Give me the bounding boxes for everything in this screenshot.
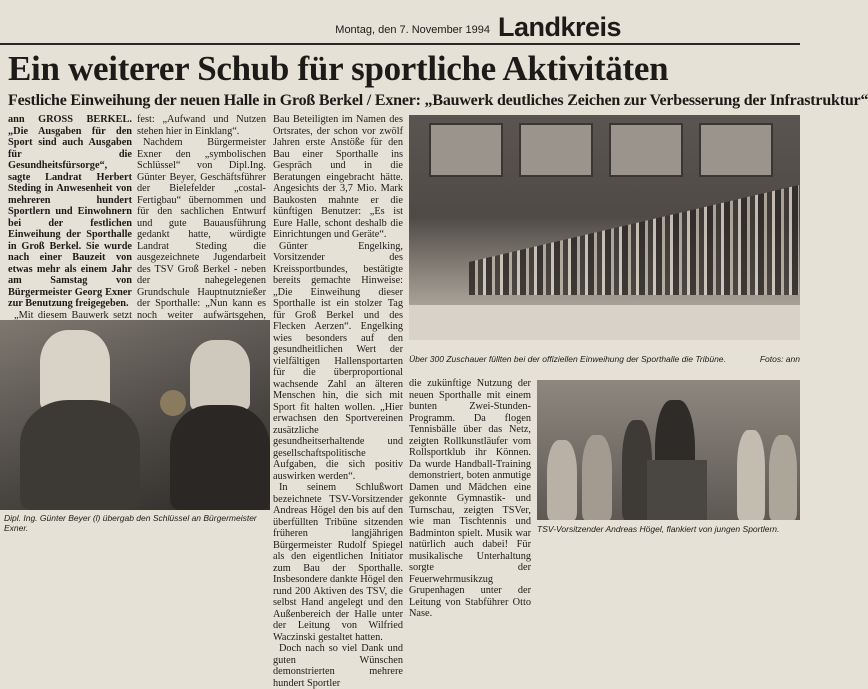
body-paragraph: Doch nach so viel Dank und guten Wünschen demonstrierten mehrere hundert Sportler xyxy=(273,643,403,689)
body-paragraph: die zukünftige Nutzung der neuen Sporthalle mit einem bunten Zwei-Stunden-Programm. Da flogen Tennisbälle über das Netz, zeigten Rollkunstläufer vom Rollsportklub ihr Können. Da wurde Handball-Training demonstriert, boten anmutige Damen und Mädchen eine gekonnte Gymnastik- und Turnschau, zeigten TSVer, wie man Tischtennis und Badminton spielt. Musik war natürlich auch dabei! Für musikalische Unterhaltung sorgte der Feuerwehrmusikzug Grupenhagen unter der Leitung von Stabführer Otto Nase. xyxy=(409,378,531,619)
photo-crowd xyxy=(469,185,799,295)
body-paragraph: Günter Engelking, Vorsitzender des Kreissportbundes, bestätigte bereits gemachte Hinweise: „Die Einweihung dieser Sporthalle ist ein stolzer Tag für Groß Berkel und des Flecken Aerzen“. Engelking wies besonders auf den gesundheitlichen Wert der vielfältigen Hallensportarten für die überproportional wachsende Zahl an älteren Menschen hin, die sich mit Sport fit halten wollen. „Hier erwachsen den Sportvereinen zusätzliche gesundheitserhaltende und gesellschaftspolitische Aufgaben, die sich positiv auswirken werden“. xyxy=(273,240,403,482)
photo-lectern xyxy=(647,460,707,520)
photo-window xyxy=(609,123,683,177)
article-column-2 xyxy=(137,114,266,321)
body-paragraph: fest: „Aufwand und Nutzen stehen hier in Einklang“. xyxy=(137,114,266,137)
photo-figure xyxy=(40,330,110,410)
issue-date: Montag, den 7. November 1994 xyxy=(335,24,490,36)
body-paragraph: In seinem Schlußwort bezeichnete TSV-Vorsitzender Andreas Högel den bis auf den überfüllten Tribüne sitzenden früheren langjährigen Bürgermeister Rudolf Spiegel als den eigentlichen Initiator zum Bau der Sporthalle. Insbesondere dankte Högel den rund 200 Aktiven des TSV, die selbst Hand angelegt und den Außenbereich der Halle unter der Leitung von Wilfried Waczinski gestaltet hatten. xyxy=(273,482,403,643)
key-icon xyxy=(160,390,186,416)
photo-figure xyxy=(582,435,612,520)
section-title: Landkreis xyxy=(498,12,622,42)
body-paragraph: „Mit diesem Bauwerk setzt xyxy=(14,309,132,321)
photo-figure xyxy=(547,440,577,520)
body-paragraph: Bau Beteiligten im Namen des Ortsrates, der schon vor zwölf Jahren erste Anstöße für den Bau einer Sporthalle ins Gespräch und in die Beratungen eingebracht hätte. Angesichts der 3,7 Mio. Mark Baukosten mahnte er die künftigen Benutzer: „Es ist Eure Halle, schont deshalb die Einrichtungen und Geräte“. xyxy=(273,114,403,240)
header-rule xyxy=(0,43,800,45)
photo-tribune xyxy=(409,115,800,340)
caption-tribune: Über 300 Zuschauer füllten bei der offiziellen Einweihung der Sporthalle die Tribüne. xyxy=(409,354,726,364)
photo-speaker xyxy=(537,380,800,520)
photo-figure xyxy=(20,400,140,510)
headline: Ein weiterer Schub für sportliche Aktivitäten xyxy=(8,49,669,88)
photo-key-handover xyxy=(0,320,270,510)
photo-floor xyxy=(409,305,800,340)
photo-window xyxy=(699,123,773,177)
photo-figure xyxy=(170,405,270,510)
photo-figure xyxy=(737,430,765,520)
caption-key-handover: Dipl. Ing. Günter Beyer (l) übergab den Schlüssel an Bürgermeister Exner. xyxy=(4,513,257,533)
article-column-4 xyxy=(409,378,531,619)
caption-speaker: TSV-Vorsitzender Andreas Högel, flankiert von jungen Sportlern. xyxy=(537,524,780,534)
lead-paragraph: ann GROSS BERKEL. „Die Ausgaben für den Sport sind auch Ausgaben für die Gesundheitsfürsorge“, sagte Landrat Herbert Steding in Anwesenheit von mehreren hundert Sportlern und Einwohnern bei der festlichen Einweihung der Sporthalle in Groß Berkel. Sie wurde nach einer Bauzeit von etwas mehr als einem Jahr am Samstag von Bürgermeister Georg Exner zur Benutzung freigegeben. xyxy=(8,114,132,309)
photo-credit: Fotos: ann xyxy=(759,354,800,364)
photo-figure xyxy=(769,435,797,520)
photo-window xyxy=(429,123,503,177)
article-column-1 xyxy=(8,114,132,321)
photo-window xyxy=(519,123,593,177)
body-paragraph: Nachdem Bürgermeister Exner den „symbolischen Schlüssel“ von Dipl.Ing. Günter Beyer, Geschäftsführer der Bielefelder „costal-Fertigbau“ übernommen und für den sachlichen Entwurf und gute Bauausführung gedankt hatte, würdigte Landrat Steding die ausgezeichnete Jugendarbeit des TSV Groß Berkel - neben der nahegelegenen Grundschule Hauptnutznießer der Sporthalle: „Nun kann es noch weiter aufwärtsgehen, xyxy=(137,137,266,321)
subheadline: Festliche Einweihung der neuen Halle in Groß Berkel / Exner: „Bauwerk deutliches Zeichen zur Verbesserung der Infrastruktur“ xyxy=(8,92,868,109)
article-column-3 xyxy=(273,114,403,689)
photo-figure xyxy=(190,340,250,410)
